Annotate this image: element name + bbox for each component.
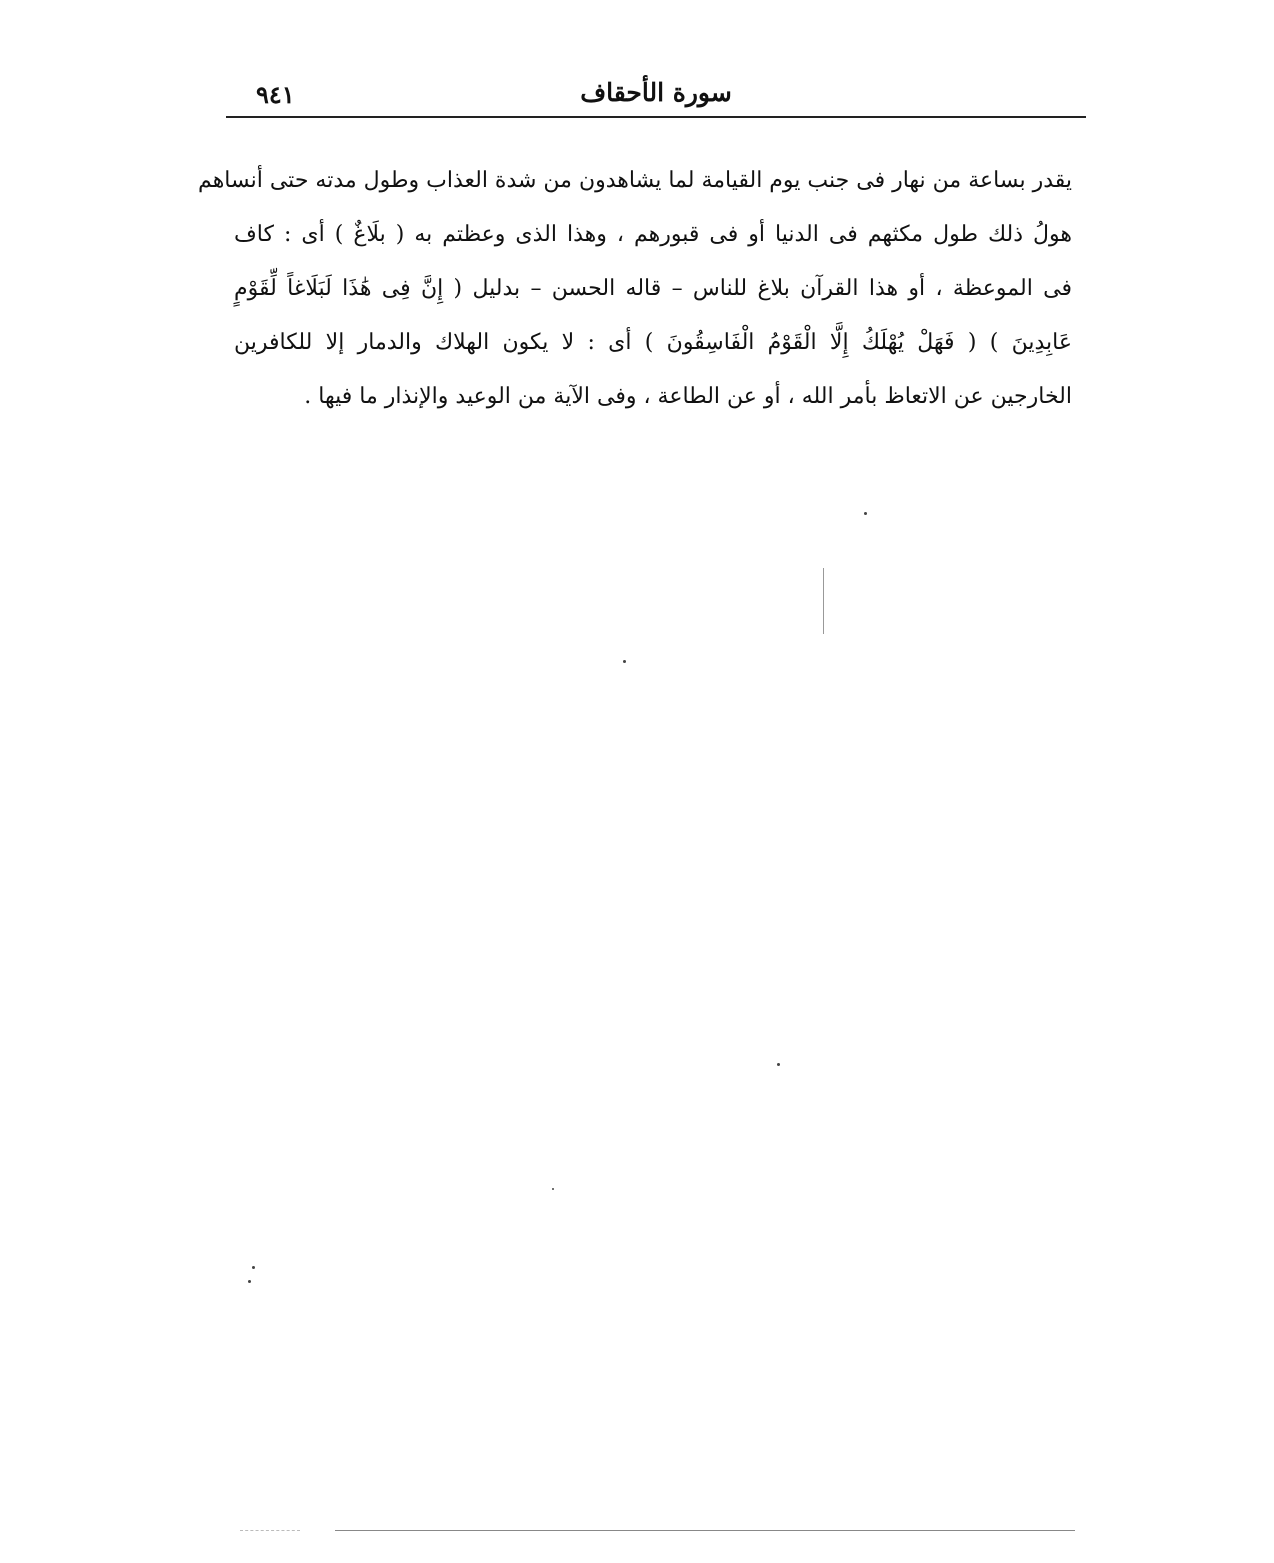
body-line: فى الموعظة ، أو هذا القرآن بلاغ للناس – قاله الحسن – بدليل ( إِنَّ فِى هَٰذَا لَبَلَاغاً لِّقَوْمٍ [234,276,1072,301]
scan-speck [623,660,626,663]
body-line: هولُ ذلك طول مكثهم فى الدنيا أو فى قبورهم ، وهذا الذى وعظتم به ( بلَاغٌ ) أى : كاف [234,222,1072,247]
scan-artifact-line [823,568,824,634]
scan-speck [248,1280,251,1283]
surah-title: سورة الأحقاف [580,78,732,107]
body-line: يقدر بساعة من نهار فى جنب يوم القيامة لما يشاهدون من شدة العذاب وطول مدته حتى أنساهم [198,168,1072,193]
footer-scan-edge [240,1530,300,1531]
body-line: عَابِدِينَ ) ( فَهَلْ يُهْلَكُ إِلَّا الْقَوْمُ الْفَاسِقُونَ ) أى : لا يكون الهلاك والدمار إلا للكافرين [234,330,1072,355]
scan-speck [777,1063,780,1066]
body-text [198,154,1072,424]
footer-scan-edge [335,1530,1075,1531]
page-number: ٩٤١ [256,80,295,109]
page-header [226,72,1086,116]
scan-speck [864,512,867,515]
scan-speck [552,1188,554,1190]
scan-speck [252,1266,255,1269]
header-divider [226,116,1086,118]
body-line: الخارجين عن الاتعاظ بأمر الله ، أو عن الطاعة ، وفى الآية من الوعيد والإنذار ما فيها . [304,384,1072,409]
